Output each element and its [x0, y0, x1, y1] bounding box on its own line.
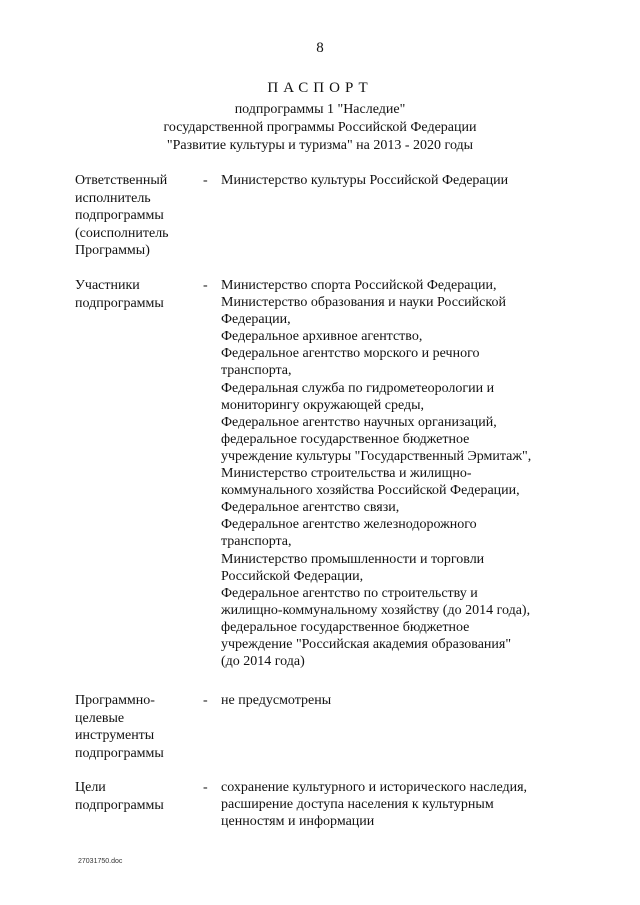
- value-line: федеральное государственное бюджетное: [221, 431, 470, 447]
- label-line: Программы): [75, 243, 150, 259]
- subtitle-line: государственной программы Российской Федерации: [163, 120, 477, 135]
- document-title: ПАСПОРТ: [267, 80, 373, 96]
- value-line: сохранение культурного и исторического наследия,: [221, 780, 528, 795]
- value-line: Федеральное агентство по строительству и: [221, 585, 478, 601]
- row-dash: -: [203, 173, 208, 188]
- value-line: коммунального хозяйства Российской Федерации,: [221, 483, 520, 499]
- value-line: Федеральное агентство морского и речного: [221, 346, 480, 362]
- label-line: Ответственный: [75, 173, 168, 188]
- value-line: Министерство промышленности и торговли: [221, 551, 485, 567]
- value-line: не предусмотрены: [221, 693, 332, 708]
- row-label: [75, 779, 200, 814]
- value-line: Федеральное агентство связи,: [221, 500, 400, 516]
- value-line: Федеральная служба по гидрометеорологии и: [221, 380, 495, 396]
- label-line: инструменты: [75, 728, 155, 744]
- label-line: Цели: [75, 780, 106, 795]
- value-line: Министерство спорта Российской Федерации,: [221, 278, 497, 293]
- value-line: учреждение культуры "Государственный Эрмитаж",: [221, 448, 532, 464]
- subtitle-line: "Развитие культуры и туризма" на 2013 - 2020 годы: [166, 138, 474, 153]
- row-value: [221, 172, 581, 189]
- value-line: ценностям и информации: [221, 814, 375, 830]
- row-dash: -: [203, 693, 208, 708]
- value-line: жилищно-коммунальному хозяйству (до 2014 года),: [221, 602, 531, 618]
- value-line: Министерство образования и науки Российской: [221, 295, 506, 311]
- label-line: целевые: [75, 710, 125, 726]
- label-line: подпрограммы: [75, 295, 164, 311]
- label-line: (соисполнитель: [75, 225, 169, 241]
- value-line: федеральное государственное бюджетное: [221, 619, 470, 635]
- row-dash: -: [203, 278, 208, 293]
- label-line: исполнитель: [75, 190, 151, 206]
- row-label: [75, 172, 200, 260]
- value-line: Федерации,: [221, 312, 291, 328]
- value-line: транспорта,: [221, 363, 292, 379]
- value-line: Федеральное агентство железнодорожного: [221, 517, 477, 533]
- label-line: подпрограммы: [75, 797, 164, 813]
- value-line: мониторингу окружающей среды,: [221, 397, 425, 413]
- value-line: транспорта,: [221, 534, 292, 550]
- value-line: Министерство культуры Российской Федерации: [221, 173, 509, 188]
- value-line: Федеральное агентство научных организаций,: [221, 414, 497, 430]
- label-line: подпрограммы: [75, 208, 164, 224]
- subtitle-line: подпрограммы 1 "Наследие": [234, 102, 406, 117]
- row-label: [75, 692, 200, 762]
- row-value: [221, 277, 581, 670]
- row-label: [75, 277, 200, 312]
- label-line: Участники: [75, 278, 140, 293]
- value-line: Федеральное архивное агентство,: [221, 329, 423, 345]
- row-dash: -: [203, 780, 208, 795]
- value-line: учреждение "Российская академия образования": [221, 636, 512, 652]
- value-line: (до 2014 года): [221, 654, 305, 670]
- document-subtitle: [0, 101, 640, 155]
- file-name-footer: 27031750.doc: [78, 858, 123, 865]
- page-number: 8: [316, 40, 324, 56]
- value-line: Российской Федерации,: [221, 568, 364, 584]
- label-line: Программно-: [75, 693, 155, 708]
- row-value: [221, 692, 581, 709]
- value-line: Министерство строительства и жилищно-: [221, 466, 472, 482]
- row-value: [221, 779, 581, 830]
- value-line: расширение доступа населения к культурным: [221, 797, 494, 813]
- label-line: подпрограммы: [75, 745, 164, 761]
